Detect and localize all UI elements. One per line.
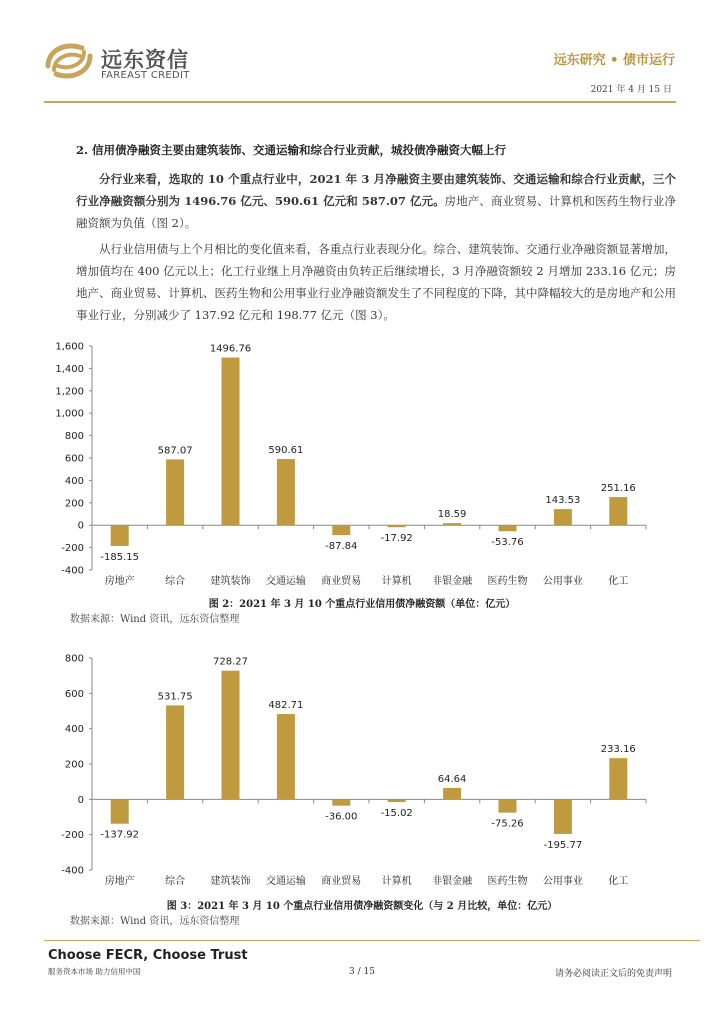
bar	[111, 525, 129, 546]
data-label: 587.07	[157, 445, 193, 457]
page-number: 3 / 15	[349, 967, 375, 977]
category-label: 计算机	[381, 876, 412, 887]
y-tick-label: -200	[61, 830, 84, 842]
category-label: 非银金融	[432, 576, 473, 587]
bar	[222, 358, 240, 526]
data-label: 143.53	[545, 495, 581, 507]
bar	[222, 671, 240, 800]
bar	[277, 459, 295, 525]
bar	[388, 799, 406, 802]
y-tick-label: 800	[64, 653, 84, 665]
chart-2-caption: 图 3：2021 年 3 月 10 个重点行业信用债净融资额变化（与 2 月比较，单位：亿元）	[166, 901, 558, 912]
data-label: -87.84	[325, 541, 358, 553]
footer-disclaimer: 请务必阅读正文后的免责声明	[554, 969, 672, 979]
y-tick-label: 600	[64, 453, 84, 465]
brand-name: 远东资信	[101, 48, 189, 72]
category-label: 公用事业	[542, 576, 583, 587]
paragraph-1-normal: 房地产、商业贸易、计算机和医药生物行业净融资额为负值（图 2）。	[76, 194, 676, 230]
bar	[388, 525, 406, 527]
category-label: 非银金融	[432, 876, 473, 887]
bar	[609, 497, 627, 525]
footer-tagline: 服务资本市场 助力信用中国	[48, 967, 141, 976]
y-tick-label: 600	[64, 688, 84, 700]
paragraph-2: 从行业信用债与上个月相比的变化值来看，各重点行业表现分化。综合、建筑装饰、交通行业净融资额显著增加，增加值均在 400 亿元以上；化工行业继上月净融资由负转正后继续增长，3 月净融资额较 2 月增加 233.16 亿元；房地产、商业贸易、计算机、医药生物和公用事业行业净融资额发生了不同程度的下降，其中降幅较大的是房地产和公用事业行业，分别减少了 137.92 亿元和 198.77 亿元（图 3）。	[76, 242, 676, 322]
data-label: 64.64	[437, 773, 467, 785]
chart-net-financing	[46, 338, 676, 594]
category-label: 交通运输	[265, 876, 306, 887]
category-label: 综合	[165, 576, 186, 587]
y-tick-label: 800	[64, 431, 84, 443]
data-label: 728.27	[213, 656, 248, 668]
y-tick-label: 1,000	[55, 408, 84, 420]
paragraph-1-bold: 分行业来看，选取的 10 个重点行业中，2021 年 3 月净融资主要由建筑装饰、交通运输和综合行业贡献，三个行业净融资额分别为 1496.76 亿元、590.61 亿元和 587.07 亿元。	[76, 172, 676, 208]
category-label: 房地产	[104, 876, 135, 887]
category-label: 医药生物	[487, 876, 528, 887]
category-label: 计算机	[381, 576, 412, 587]
bar	[499, 799, 517, 812]
brand-name-english: FAREAST CREDIT	[101, 70, 190, 81]
y-tick-label: 1,200	[55, 386, 84, 398]
bar	[554, 799, 572, 834]
category-label: 建筑装饰	[210, 876, 251, 887]
data-label: 233.16	[600, 744, 636, 756]
header-divider	[44, 101, 676, 103]
data-label: -53.76	[491, 537, 524, 549]
y-tick-label: -200	[61, 543, 84, 555]
bar	[443, 523, 461, 525]
bar	[166, 705, 184, 799]
bar	[554, 509, 572, 525]
data-label: -17.92	[380, 533, 413, 545]
chart-1-source: 数据来源：Wind 资讯，远东资信整理	[70, 614, 240, 625]
data-label: 531.75	[157, 691, 193, 703]
data-label: -195.77	[543, 839, 583, 851]
category-label: 化工	[608, 876, 629, 887]
data-label: 251.16	[600, 483, 636, 495]
y-tick-label: 1,600	[55, 341, 84, 353]
category-label: 化工	[608, 576, 629, 587]
bar	[332, 525, 350, 535]
data-label: 1496.76	[209, 343, 252, 355]
category-label: 综合	[165, 876, 186, 887]
bar	[166, 459, 184, 525]
section-title: 2. 信用债净融资主要由建筑装饰、交通运输和综合行业贡献，城投债净融资大幅上行	[76, 143, 507, 157]
data-label: 590.61	[268, 445, 304, 457]
y-tick-label: 200	[64, 759, 84, 771]
y-tick-label: 1,400	[55, 363, 84, 375]
report-series: 远东研究 • 债市运行	[553, 53, 675, 68]
data-label: 18.59	[437, 509, 467, 521]
y-tick-label: 0	[77, 794, 84, 806]
category-label: 房地产	[104, 576, 135, 587]
chart-net-financing-change	[46, 648, 676, 892]
data-label: 482.71	[268, 700, 304, 712]
category-label: 商业贸易	[321, 576, 362, 587]
bar	[277, 714, 295, 799]
chart-2-source: 数据来源：Wind 资讯，远东资信整理	[70, 916, 240, 927]
y-tick-label: -400	[61, 865, 84, 877]
footer-slogan: Choose FECR, Choose Trust	[48, 948, 248, 963]
report-date: 2021 年 4 月 15 日	[590, 85, 672, 95]
chart-1-caption: 图 2：2021 年 3 月 10 个重点行业信用债净融资额（单位：亿元）	[208, 599, 516, 610]
y-tick-label: -400	[61, 565, 84, 577]
category-label: 医药生物	[487, 576, 528, 587]
bar	[332, 799, 350, 805]
category-label: 建筑装饰	[210, 576, 251, 587]
paragraph-1	[76, 168, 676, 234]
category-label: 公用事业	[542, 876, 583, 887]
data-label: -75.26	[491, 818, 524, 830]
data-label: -15.02	[380, 807, 413, 819]
bar	[609, 758, 627, 799]
y-tick-label: 400	[64, 475, 84, 487]
bar	[499, 525, 517, 531]
y-tick-label: 400	[64, 724, 84, 736]
y-tick-label: 0	[77, 520, 84, 532]
y-tick-label: 200	[64, 498, 84, 510]
bar	[443, 788, 461, 799]
data-label: -185.15	[100, 551, 140, 563]
category-label: 交通运输	[265, 576, 306, 587]
footer-divider	[44, 940, 700, 941]
category-label: 商业贸易	[321, 876, 362, 887]
data-label: -137.92	[100, 829, 140, 841]
data-label: -36.00	[325, 811, 358, 823]
fareast-logo-icon	[44, 40, 94, 82]
bar	[111, 799, 129, 823]
